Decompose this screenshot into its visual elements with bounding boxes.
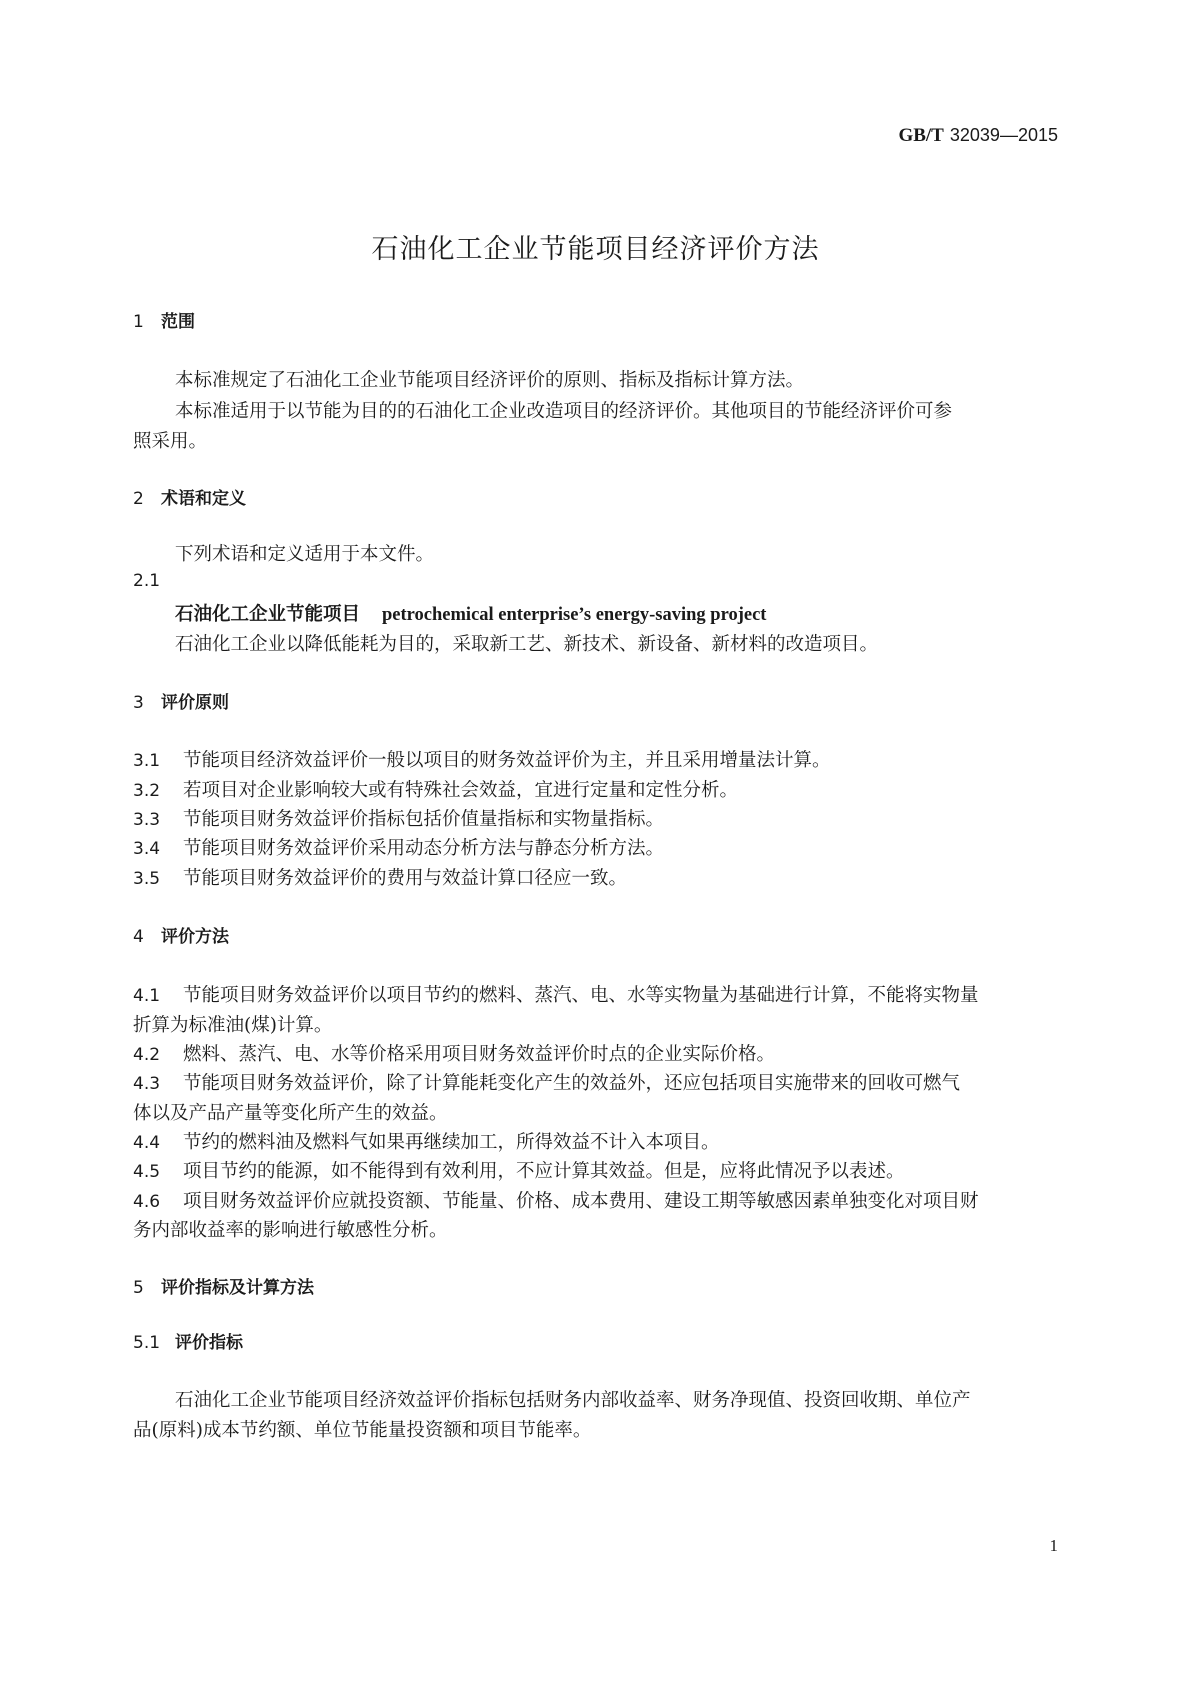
section-number: 1 [133, 312, 144, 332]
page-number: 1 [1049, 1536, 1058, 1555]
paragraph: 本标准规定了石油化工企业节能项目经济评价的原则、指标及指标计算方法。 [175, 370, 805, 391]
std-prefix: GB/T [898, 125, 944, 146]
clause: 3.5 节能项目财务效益评价的费用与效益计算口径应一致。 [133, 868, 628, 889]
section-5-heading [133, 1273, 314, 1298]
clause: 3.3 节能项目财务效益评价指标包括价值量指标和实物量指标。 [133, 809, 665, 830]
clause: 3.2 若项目对企业影响较大或有特殊社会效益，宜进行定量和定性分析。 [133, 780, 739, 801]
clause: 3.4 节能项目财务效益评价采用动态分析方法与静态分析方法。 [133, 838, 665, 859]
clause: 4.1 节能项目财务效益评价以项目节约的燃料、蒸汽、电、水等实物量为基础进行计算，不能将实物量 [133, 985, 979, 1006]
clause-continuation: 折算为标准油(煤)计算。 [133, 1015, 333, 1036]
section-4-heading [133, 922, 229, 947]
clause-continuation: 务内部收益率的影响进行敏感性分析。 [133, 1220, 448, 1241]
section-number: 5 [133, 1278, 144, 1298]
section-title: 评价指标及计算方法 [161, 1278, 314, 1298]
subsection-5-1-heading [133, 1328, 243, 1353]
section-number: 3 [133, 693, 144, 713]
term-entry [175, 600, 766, 626]
clause: 3.1 节能项目经济效益评价一般以项目的财务效益评价为主，并且采用增量法计算。 [133, 750, 831, 771]
std-number: 32039—2015 [949, 125, 1058, 145]
section-title: 范围 [161, 312, 195, 332]
paragraph: 石油化工企业节能项目经济效益评价指标包括财务内部收益率、财务净现值、投资回收期、单位产 [175, 1390, 971, 1411]
paragraph: 照采用。 [133, 431, 208, 452]
term-english: petrochemical enterprise’s energy-saving project [382, 605, 767, 625]
section-title: 评价方法 [161, 927, 229, 947]
paragraph: 品(原料)成本节约额、单位节能量投资额和项目节能率。 [133, 1420, 592, 1441]
section-1-heading [133, 307, 195, 332]
section-2-heading [133, 484, 246, 509]
document-title: 石油化工企业节能项目经济评价方法 [371, 234, 820, 265]
paragraph: 本标准适用于以节能为目的的石油化工企业改造项目的经济评价。其他项目的节能经济评价可参 [175, 401, 953, 422]
standard-number-header [898, 124, 1058, 147]
clause: 4.6 项目财务效益评价应就投资额、节能量、价格、成本费用、建设工期等敏感因素单独变化对项目财 [133, 1191, 979, 1212]
clause: 4.3 节能项目财务效益评价，除了计算能耗变化产生的效益外，还应包括项目实施带来的回收可燃气 [133, 1073, 961, 1094]
section-title: 术语和定义 [161, 489, 246, 509]
section-3-heading [133, 688, 229, 713]
clause: 4.5 项目节约的能源，如不能得到有效利用，不应计算其效益。但是，应将此情况予以表述。 [133, 1161, 905, 1182]
subsection-number: 5.1 [133, 1333, 161, 1353]
clause: 4.2 燃料、蒸汽、电、水等价格采用项目财务效益评价时点的企业实际价格。 [133, 1044, 776, 1065]
section-number: 4 [133, 927, 144, 947]
section-number: 2 [133, 489, 144, 509]
paragraph: 下列术语和定义适用于本文件。 [175, 544, 435, 565]
clause-number: 2.1 [133, 571, 161, 591]
term-chinese: 石油化工企业节能项目 [175, 604, 361, 625]
clause: 4.4 节约的燃料油及燃料气如果再继续加工，所得效益不计入本项目。 [133, 1132, 720, 1153]
section-title: 评价原则 [161, 693, 229, 713]
clause-continuation: 体以及产品产量等变化所产生的效益。 [133, 1103, 448, 1124]
subsection-title: 评价指标 [175, 1333, 243, 1353]
term-definition: 石油化工企业以降低能耗为目的，采取新工艺、新技术、新设备、新材料的改造项目。 [175, 634, 879, 655]
